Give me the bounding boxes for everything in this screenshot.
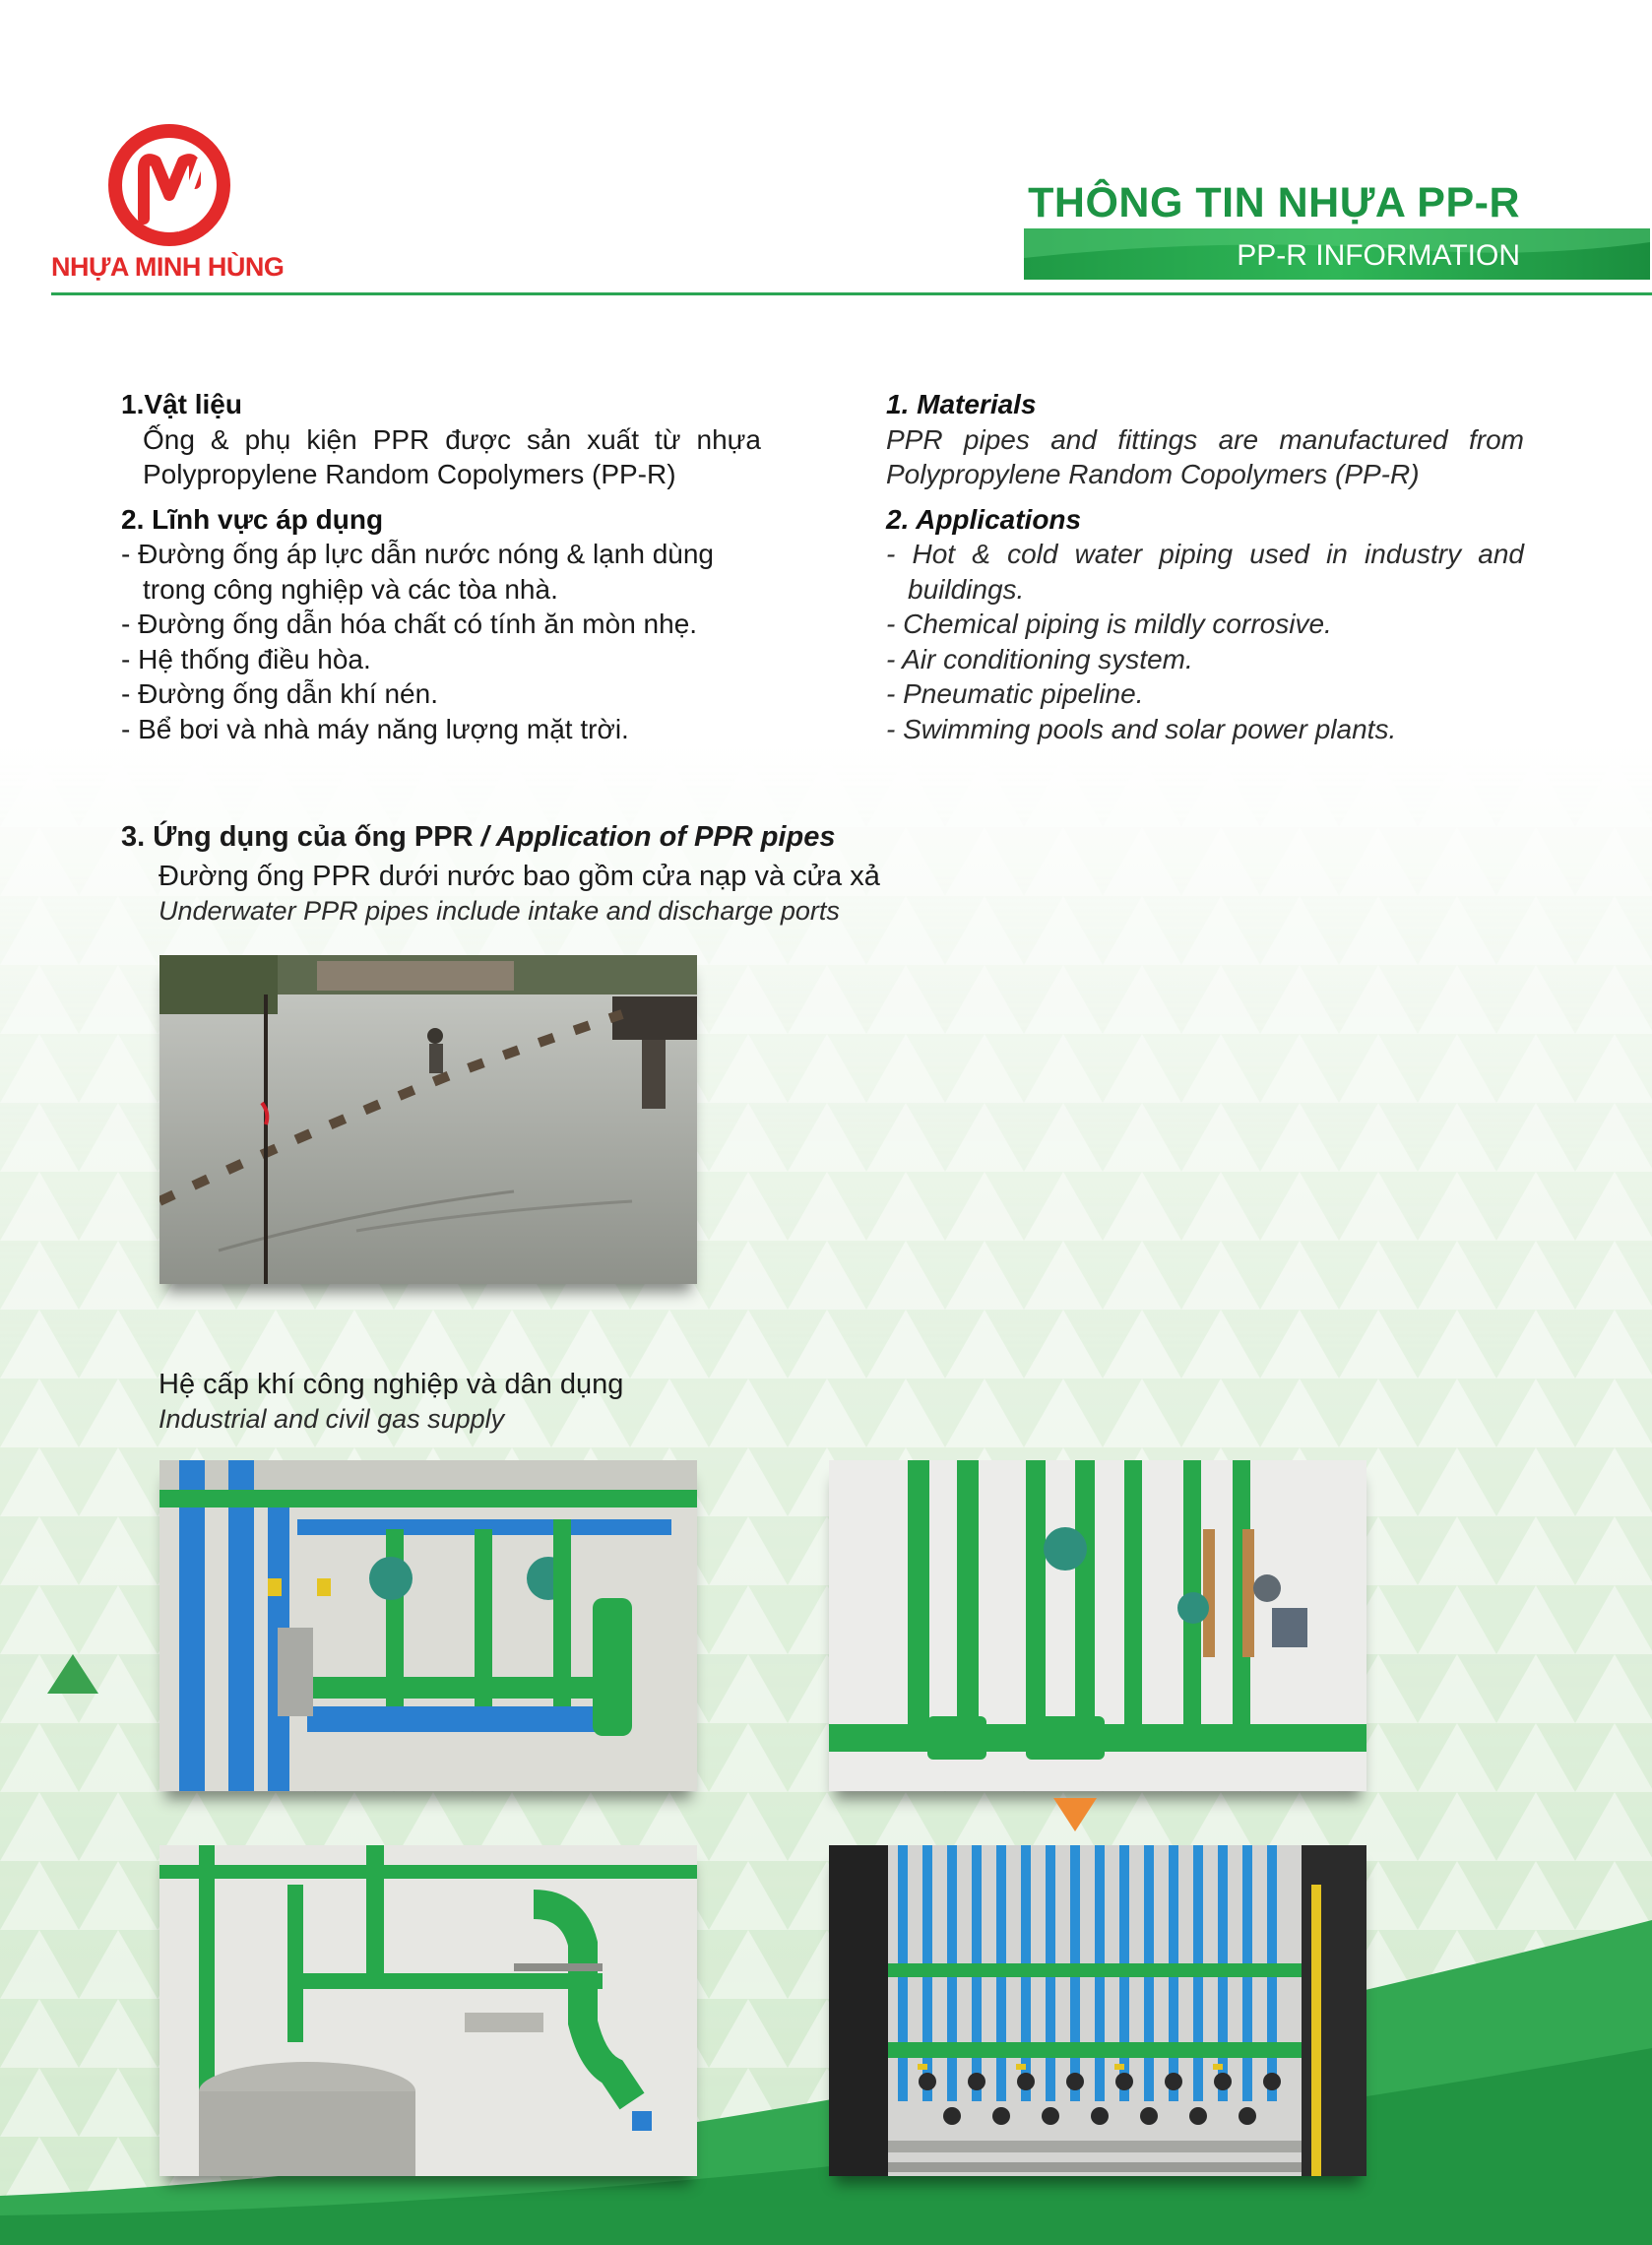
industrial-pipes-photo-4 [829, 1845, 1366, 2176]
gas-caption-en: Industrial and civil gas supply [159, 1404, 505, 1434]
materials-line-en: PPR pipes and fittings are manufactured from [886, 423, 1524, 455]
materials-heading-vn: 1.Vật liệu [121, 389, 242, 419]
underwater-caption-vn: Đường ống PPR dưới nước bao gồm cửa nạp và cửa xả [159, 861, 880, 892]
industrial-pipes-photo-3 [159, 1845, 697, 2176]
industrial-pipes-photo-1 [159, 1460, 697, 1791]
underwater-pipes-photo [159, 955, 697, 1284]
vietnamese-column [121, 387, 761, 746]
underwater-caption-en: Underwater PPR pipes include intake and discharge ports [159, 896, 840, 926]
materials-line-vn: Ống & phụ kiện PPR được sản xuất từ nhựa [143, 423, 761, 455]
application-item-en: - Pneumatic pipeline. [886, 678, 1144, 709]
application-item-en: - Air conditioning system. [886, 643, 1193, 674]
application-item-vn: - Đường ống dẫn khí nén. [121, 678, 438, 709]
application-item-vn: - Đường ống dẫn hóa chất có tính ăn mòn nhẹ. [121, 609, 698, 639]
triangle-marker-icon [1053, 1798, 1097, 1831]
applications-heading-vn: 2. Lĩnh vực áp dụng [121, 503, 384, 535]
materials-line-vn: Polypropylene Random Copolymers (PP-R) [143, 459, 676, 489]
applications-heading-en: 2. Applications [886, 503, 1082, 535]
application-item-en: - Chemical piping is mildly corrosive. [886, 609, 1332, 639]
materials-heading-en: 1. Materials [886, 389, 1037, 419]
section3-heading-vn: 3. Ứng dụng của ống PPR [121, 821, 474, 853]
section3-heading [121, 821, 835, 854]
application-item-vn: - Đường ống áp lực dẫn nước nóng & lạnh dùng [121, 539, 714, 569]
application-item-vn: - Bể bơi và nhà máy năng lượng mặt trời. [121, 713, 629, 744]
industrial-pipes-photo-2 [829, 1460, 1366, 1791]
brand-name: NHỰA MINH HÙNG [51, 252, 285, 282]
application-item-en: - Swimming pools and solar power plants. [886, 713, 1397, 744]
brand-logo-icon [106, 122, 232, 248]
page-title: THÔNG TIN NHỰA PP-R [1028, 179, 1520, 226]
gas-caption-vn: Hệ cấp khí công nghiệp và dân dụng [159, 1369, 624, 1400]
materials-line-en: Polypropylene Random Copolymers (PP-R) [886, 459, 1420, 489]
application-item-en: buildings. [908, 573, 1025, 605]
english-column [886, 387, 1524, 746]
section3-heading-en: / Application of PPR pipes [480, 821, 836, 853]
application-item-en: - Hot & cold water piping used in industry and [886, 539, 1524, 569]
header-divider [51, 292, 1652, 295]
page-subtitle: PP-R INFORMATION [1237, 239, 1520, 272]
application-item-vn: trong công nghiệp và các tòa nhà. [143, 573, 558, 605]
application-item-vn: - Hệ thống điều hòa. [121, 643, 371, 674]
